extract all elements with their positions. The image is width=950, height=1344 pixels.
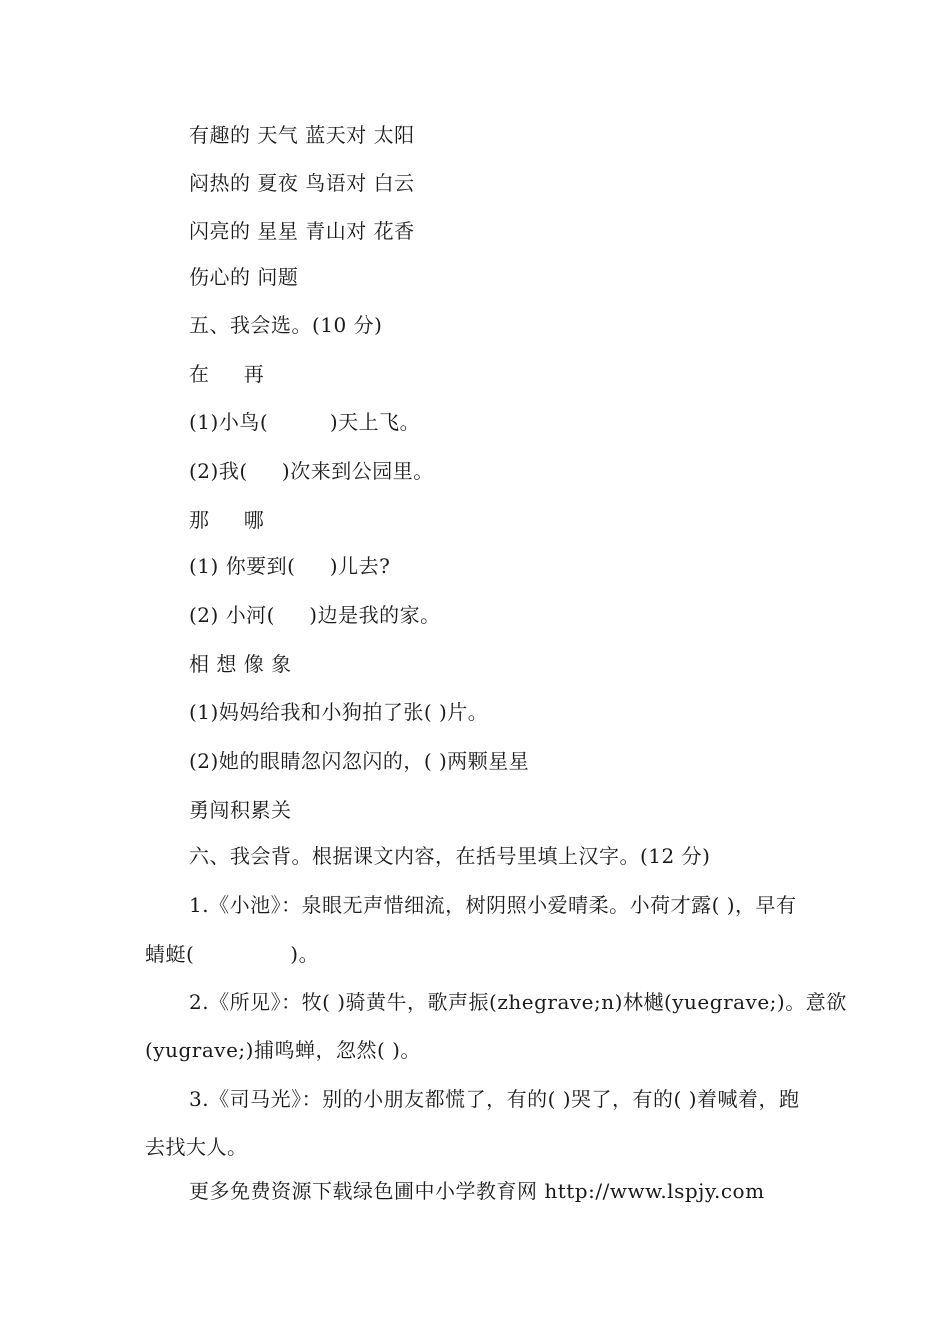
question-item: (2)我( )次来到公园里。 xyxy=(189,459,434,483)
footer-text: 更多免费资源下载绿色圃中小学教育网 http://www.lspjy.com xyxy=(189,1179,765,1203)
question-item: 3.《司马光》：别的小朋友都慌了，有的( )哭了，有的( )着喊着，跑 xyxy=(189,1087,800,1111)
question-item: (1)小鸟( )天上飞。 xyxy=(189,410,421,434)
question-continuation: (yugrave;)捕鸣蝉，忽然( )。 xyxy=(145,1038,421,1062)
question-item: (2) 小河( )边是我的家。 xyxy=(189,603,441,627)
text-line: 有趣的 天气 蓝天对 太阳 xyxy=(189,123,415,147)
subsection-heading: 勇闯积累关 xyxy=(189,798,292,822)
question-item: (1) 你要到( )儿去? xyxy=(189,554,391,578)
question-item: (2)她的眼睛忽闪忽闪的，( )两颗星星 xyxy=(189,749,530,773)
word-choices: 相 想 像 象 xyxy=(189,652,292,676)
section-heading: 五、我会选。(10 分) xyxy=(189,313,383,337)
question-item: (1)妈妈给我和小狗拍了张( )片。 xyxy=(189,700,489,724)
question-continuation: 去找大人。 xyxy=(145,1135,248,1159)
word-choices: 在 再 xyxy=(189,362,265,386)
text-line: 伤心的 问题 xyxy=(189,265,299,289)
section-heading: 六、我会背。根据课文内容，在括号里填上汉字。(12 分) xyxy=(189,844,711,868)
text-line: 闷热的 夏夜 鸟语对 白云 xyxy=(189,171,415,195)
text-line: 闪亮的 星星 青山对 花香 xyxy=(189,219,415,243)
word-choices: 那 哪 xyxy=(189,508,265,532)
question-item: 1.《小池》：泉眼无声惜细流，树阴照小爱晴柔。小荷才露( )，早有 xyxy=(189,893,797,917)
question-item: 2.《所见》：牧( )骑黄牛，歌声振(zhegrave;n)林樾(yuegrave;)。意欲 xyxy=(189,990,847,1014)
question-continuation: 蜻蜓( )。 xyxy=(145,942,320,966)
